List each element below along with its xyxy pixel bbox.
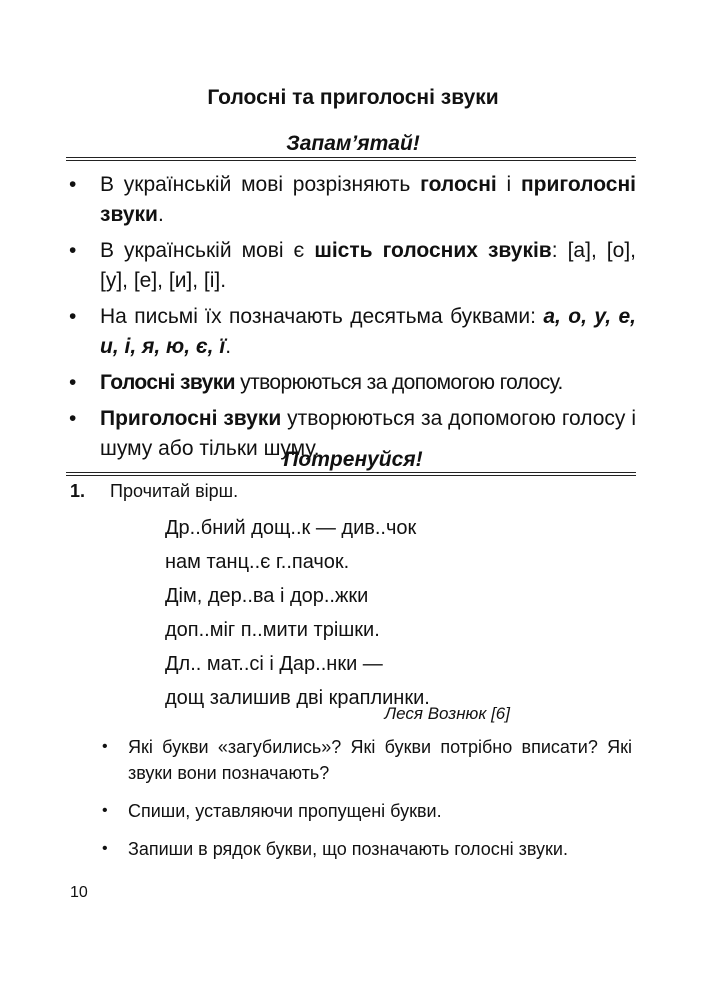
remember-heading: Запам’ятай! — [286, 132, 420, 155]
rule-bold-text: приголосні звуки — [100, 173, 636, 226]
rule-text: . — [157, 203, 164, 226]
rule-item — [66, 368, 636, 398]
rule-text: : [а], [о], [у], [е], [и], [і]. — [100, 239, 636, 292]
poem-line: Дл.. мат..сі і Дар..нки — — [165, 653, 383, 675]
question-text: Спиши, уставляючи пропущені букви. — [128, 801, 442, 821]
practice-heading: Потренуйся! — [283, 448, 423, 471]
bullet-icon: • — [69, 407, 77, 430]
bullet-icon: • — [69, 173, 77, 196]
task-number: 1. — [70, 481, 86, 501]
question-text: Які букви «загубились»? Які букви потрібно вписати? Які звуки вони позначають? — [128, 737, 632, 783]
rule-text: В українській мові розрізняють — [100, 173, 421, 196]
rule-text: утворюються за допомогою голосу. — [234, 371, 563, 394]
poem-line: Др..бний дощ..к — див..чок — [165, 517, 417, 539]
rule-text: В українській мові є — [100, 239, 315, 262]
poem-line: Дім, дер..ва і дор..жки — [165, 585, 369, 607]
poem-line: доп..міг п..мити трішки. — [165, 619, 380, 641]
divider-rule — [66, 472, 636, 476]
rule-bold-text: Приголосні звуки — [100, 407, 282, 430]
rule-item — [66, 236, 636, 296]
questions-list — [100, 734, 632, 874]
divider-rule — [66, 157, 636, 161]
rule-item — [66, 170, 636, 230]
rule-bold-text: шість голосних звуків — [314, 239, 552, 262]
rule-text: . — [225, 335, 232, 358]
question-item — [100, 836, 632, 862]
poem-line: дощ залишив дві краплинки. — [165, 687, 430, 709]
bullet-icon: • — [69, 305, 77, 328]
bullet-icon: • — [102, 802, 108, 819]
question-item — [100, 798, 632, 824]
poem-author: Леся Вознюк [6] — [384, 704, 510, 723]
bullet-icon: • — [69, 371, 76, 394]
rules-list — [66, 170, 636, 470]
rule-item — [66, 302, 636, 362]
page-title: Голосні та приголосні звуки — [207, 86, 499, 109]
bullet-icon: • — [102, 738, 108, 755]
poem — [165, 511, 430, 715]
poem-line: нам танц..є г..пачок. — [165, 551, 350, 573]
task-instruction: Прочитай вірш. — [110, 481, 239, 501]
rule-text: На письмі їх позначають десятьма буквами: — [100, 305, 544, 328]
rule-bold-text: Голосні звуки — [100, 371, 235, 394]
question-text: Запиши в рядок букви, що позначають голосні звуки. — [128, 839, 568, 859]
rule-text: і — [496, 173, 521, 196]
bullet-icon: • — [69, 239, 77, 262]
rule-bold-text: голосні — [420, 173, 497, 196]
rule-text: утворюються за допомогою голосу і шуму або тільки шуму. — [100, 407, 636, 460]
bullet-icon: • — [102, 840, 108, 857]
page-number: 10 — [70, 884, 88, 901]
question-item — [100, 734, 632, 786]
letters-list: а, о, у, е, и, і, я, ю, є, ї — [100, 305, 636, 358]
